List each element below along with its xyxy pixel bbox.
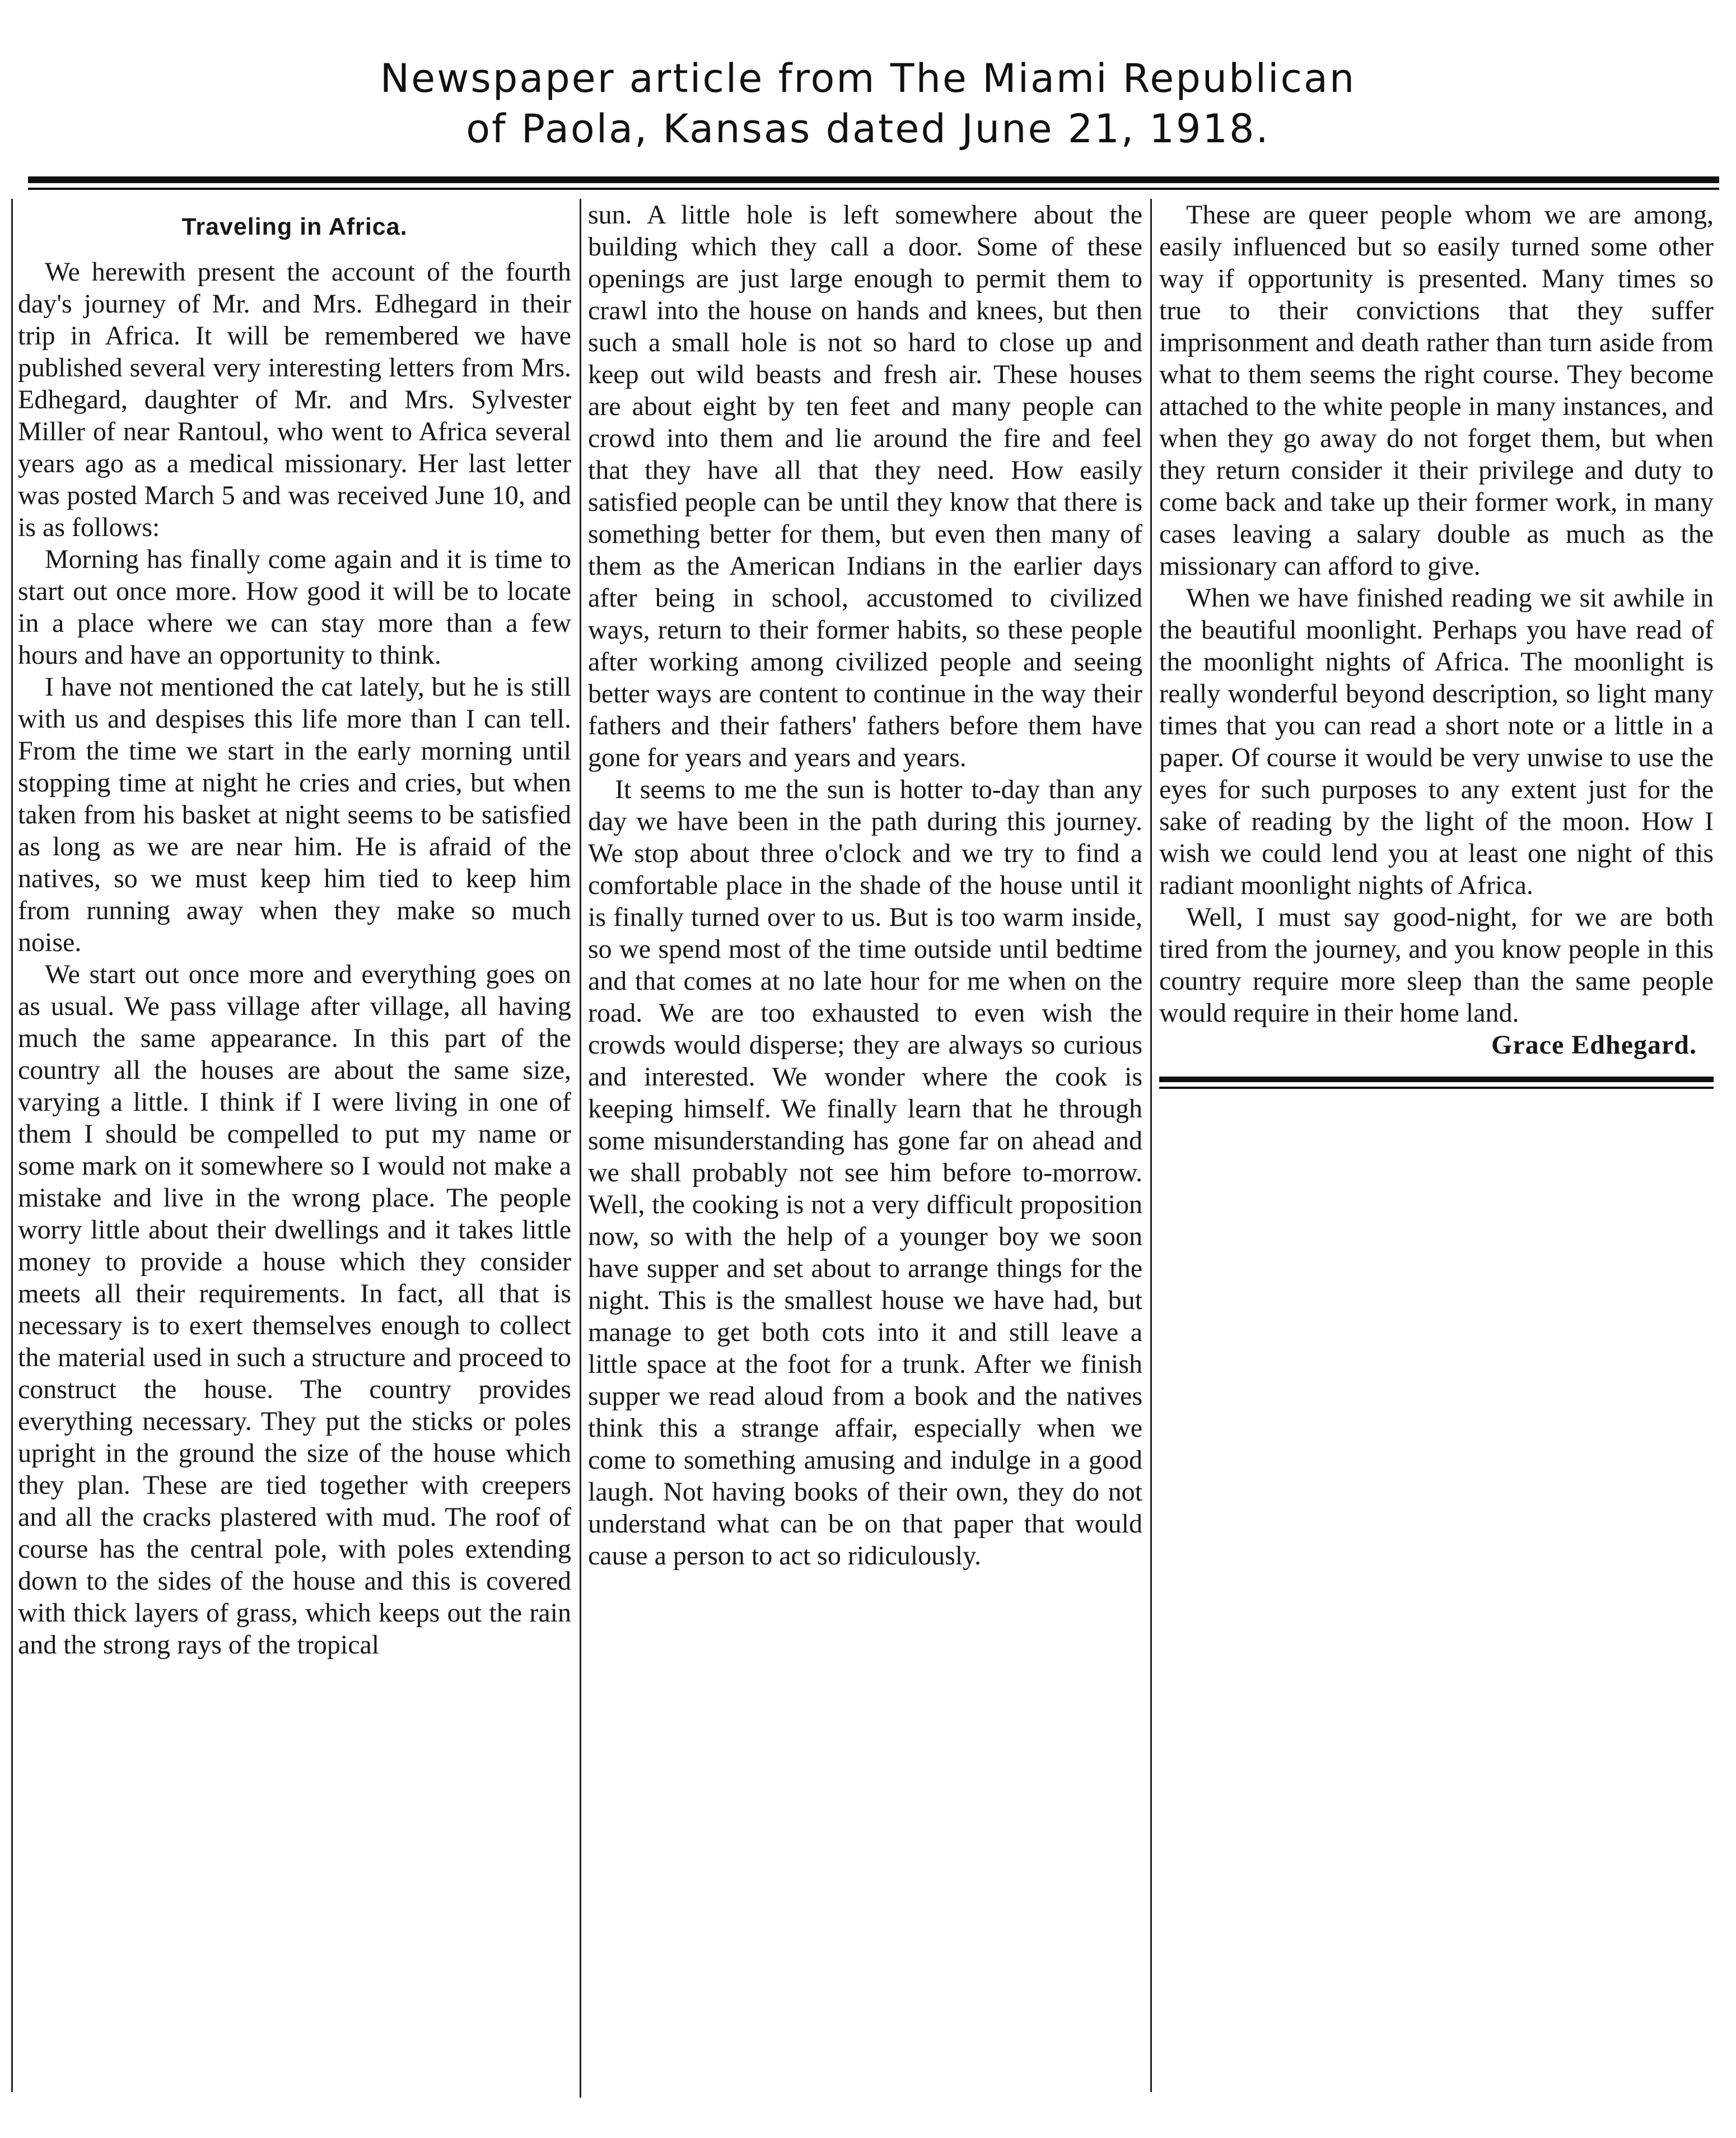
paragraph: These are queer people whom we are among, easily influenced but so easily turned some other way if opportunity is presented. Many times so true to their convictions that they suffer imprisonment and death rather than turn aside from what to them seems the right course. They become attached to the white people in many instances, and when they go away do not forget them, but when they return consider it their privilege and duty to come back and take up their former work, in many cases leaving a salary double as much as the missionary can afford to give. xyxy=(1159,200,1714,581)
paragraph-continued: sun. A little hole is left somewhere about the building which they call a door. Some of these openings are just large enough to permit them to crawl into the house on hands and knees, but then such a small hole is not so hard to close up and keep out wild beasts and fresh air. These houses are about eight by ten feet and many people can crowd into them and lie around the fire and feel that they have all that they need. How easily satisfied people can be until they know that there is something better for them, but even then many of them as the American Indians in the earlier days after being in school, accustomed to civilized ways, return to their former habits, so these people after working among civilized people and seeing better ways are content to continue in the way their fathers and their fathers' fathers before them have gone for years and years and years. xyxy=(588,200,1142,772)
paragraph: We herewith present the account of the fourth day's journey of Mr. and Mrs. Edhegard in their trip in Africa. It will be remembered we have published several very interesting letters from Mrs. Edhegard, daughter of Mr. and Mrs. Sylvester Miller of near Rantoul, who went to Africa several years ago as a medical missionary. Her last letter was posted March 5 and was received June 10, and is as follows: xyxy=(18,257,571,542)
paragraph: It seems to me the sun is hotter to-day than any day we have been in the path during this journey. We stop about three o'clock and we try to find a comfortable place in the shade of the house until it is finally turned over to us. But is too warm inside, so we spend most of the time outside until bedtime and that comes at no late hour for me when on the road. We are too exhausted to even wish the crowds would disperse; they are always so curious and interested. We wonder where the cook is keeping himself. We finally learn that he through some misunderstanding has gone far on ahead and we shall probably not see him before to-morrow. Well, the cooking is not a very difficult proposition now, so with the help of a younger boy we soon have supper and set about to arrange things for the night. This is the smallest house we have had, but manage to get both cots into it and still leave a little space at the foot for a trunk. After we finish supper we read aloud from a book and the natives think this a strange affair, especially when we come to something amusing and indulge in a good laugh. Not having books of their own, they do not understand what can be on that paper that would cause a person to act so ridiculously. xyxy=(588,775,1142,1571)
column-rule-1 xyxy=(580,199,581,2098)
article-headline: Traveling in Africa. xyxy=(181,213,408,240)
top-rule-thin xyxy=(28,188,1719,190)
end-rule-thin xyxy=(1159,1087,1714,1089)
article-column-3 xyxy=(1159,199,1714,1089)
column-rule-left xyxy=(11,199,13,2092)
caption-line-2: of Paola, Kansas dated June 21, 1918. xyxy=(466,106,1270,152)
author-signature: Grace Edhegard. xyxy=(1491,1030,1697,1060)
caption-line-1: Newspaper article from The Miami Republican xyxy=(380,55,1356,101)
paragraph: Morning has finally come again and it is time to start out once more. How good it will be to locate in a place where we can stay more than a few hours and have an opportunity to think. xyxy=(18,544,571,670)
end-rule xyxy=(1159,1077,1714,1082)
paragraph: Well, I must say good-night, for we are both tired from the journey, and you know people in this country require more sleep than the same people would require in their home land. xyxy=(1159,902,1714,1028)
article-column-2 xyxy=(588,199,1142,1572)
paragraph: When we have finished reading we sit awhile in the beautiful moonlight. Perhaps you have read of the moonlight nights of Africa. The moonlight is really wonderful beyond description, so light many times that you can read a short note or a little in a paper. Of course it would be very unwise to use the eyes for such purposes to any extent just for the sake of reading by the light of the moon. How I wish we could lend you at least one night of this radiant moonlight nights of Africa. xyxy=(1159,583,1714,900)
column-rule-2 xyxy=(1150,199,1152,2092)
image-caption xyxy=(0,53,1736,154)
top-rule xyxy=(28,176,1719,183)
article-column-1 xyxy=(18,199,571,1661)
paragraph: We start out once more and everything goes on as usual. We pass village after village, all having much the same appearance. In this part of the country all the houses are about the same size, varying a little. I think if I were living in one of them I should be compelled to put my name or some mark on it somewhere so I would not make a mistake and live in the wrong place. The people worry little about their dwellings and it takes little money to provide a house which they consider meets all their requirements. In fact, all that is necessary is to exert themselves enough to collect the material used in such a structure and proceed to construct the house. The country provides everything necessary. They put the sticks or poles upright in the ground the size of the house which they plan. These are tied together with creepers and all the cracks plastered with mud. The roof of course has the central pole, with poles extending down to the sides of the house and this is covered with thick layers of grass, which keeps out the rain and the strong rays of the tropical xyxy=(18,959,571,1660)
newspaper-clipping xyxy=(11,165,1725,2109)
paragraph: I have not mentioned the cat lately, but he is still with us and despises this life more than I can tell. From the time we start in the early morning until stopping time at night he cries and cries, but when taken from his basket at night seems to be satisfied as long as we are near him. He is afraid of the natives, so we must keep him tied to keep him from running away when they make so much noise. xyxy=(18,672,571,957)
